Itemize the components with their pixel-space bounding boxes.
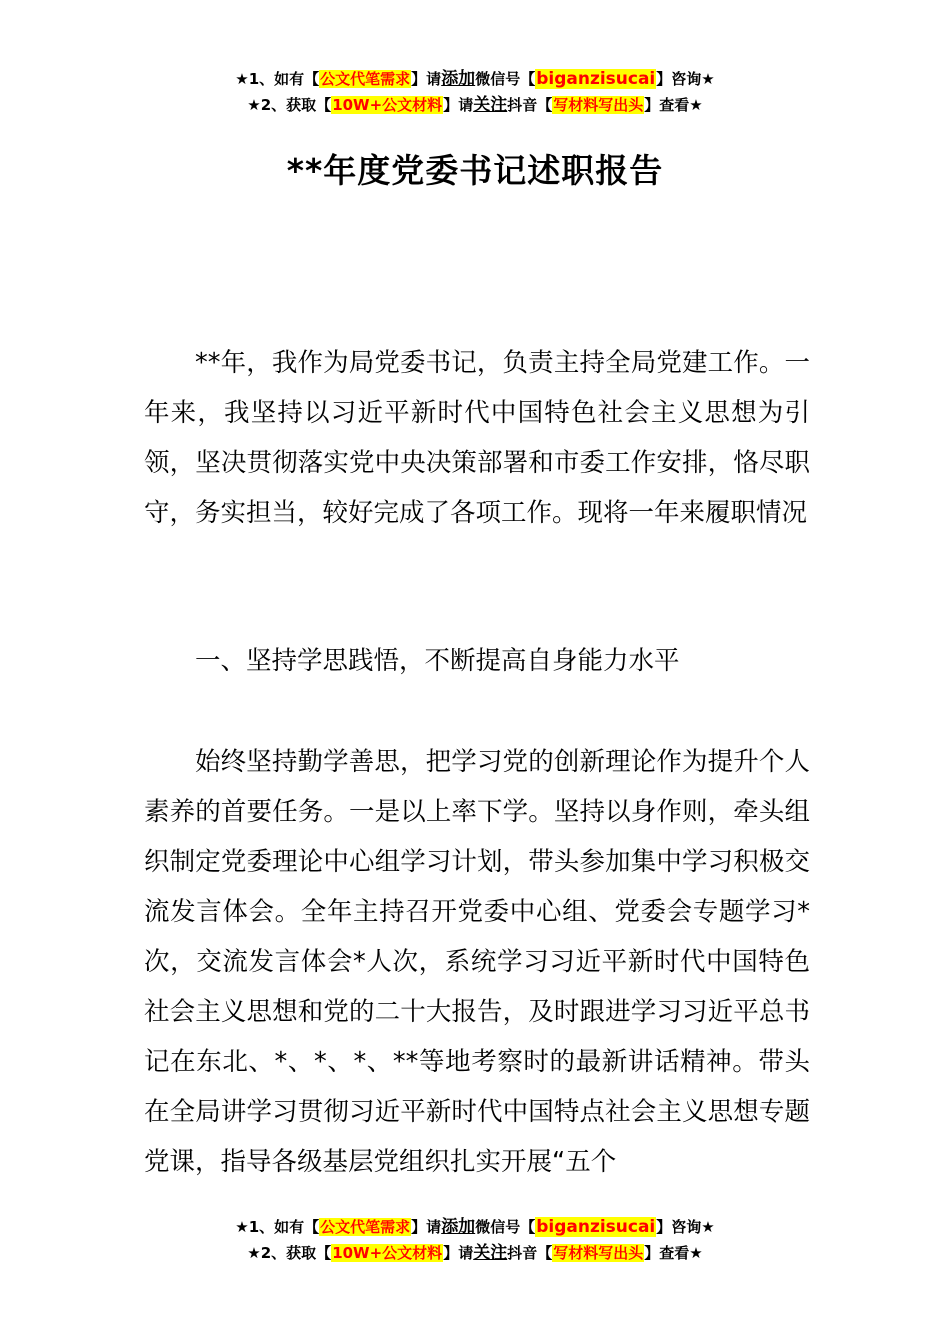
highlight-service: 公文代笔需求 <box>320 1218 411 1236</box>
section-heading: 一、坚持学思践悟，不断提高自身能力水平 <box>195 646 680 676</box>
footer-banner-line-2: ★2、获取【10W+公文材料】请关注抖音【写材料写出头】查看★ <box>247 1243 703 1263</box>
highlight-materials: 10W+公文材料 <box>332 1244 443 1262</box>
footer-banner-line-1: ★1、如有【公文代笔需求】请添加微信号【biganzisucai】咨询★ <box>235 1217 715 1237</box>
banner-line-2: ★2、获取【10W+公文材料】请关注抖音【写材料写出头】查看★ <box>247 95 703 115</box>
highlight-douyin-account: 写材料写出头 <box>553 96 644 114</box>
footer-banner <box>0 1214 950 1266</box>
header-banner <box>0 66 950 118</box>
section-paragraph: 始终坚持勤学善思，把学习党的创新理论作为提升个人素养的首要任务。一是以上率下学。坚持以身作则，牵头组织制定党委理论中心组学习计划，带头参加集中学习积极交流发言体会。全年主持召开党委中心组、党委会专题学习*次，交流发言体会*人次，系统学习习近平新时代中国特色社会主义思想和党的二十大报告，及时跟进学习习近平总书记在东北、*、*、*、**等地考察时的最新讲话精神。带头在全局讲学习贯彻习近平新时代中国特点社会主义思想专题党课，指导各级基层党组织扎实开展“五个 <box>144 747 810 1177</box>
highlight-wechat-id: biganzisucai <box>536 1217 656 1237</box>
intro-paragraph: **年，我作为局党委书记，负责主持全局党建工作。一年来，我坚持以习近平新时代中国特色社会主义思想为引领，坚决贯彻落实党中央决策部署和市委工作安排，恪尽职守，务实担当，较好完成了各项工作。现将一年来履职情况 <box>144 348 810 528</box>
highlight-wechat-id: biganzisucai <box>536 69 656 89</box>
banner-line-1: ★1、如有【公文代笔需求】请添加微信号【biganzisucai】咨询★ <box>235 69 715 89</box>
document-title: **年度党委书记述职报告 <box>286 151 664 190</box>
highlight-service: 公文代笔需求 <box>320 70 411 88</box>
highlight-douyin-account: 写材料写出头 <box>553 1244 644 1262</box>
highlight-materials: 10W+公文材料 <box>332 96 443 114</box>
